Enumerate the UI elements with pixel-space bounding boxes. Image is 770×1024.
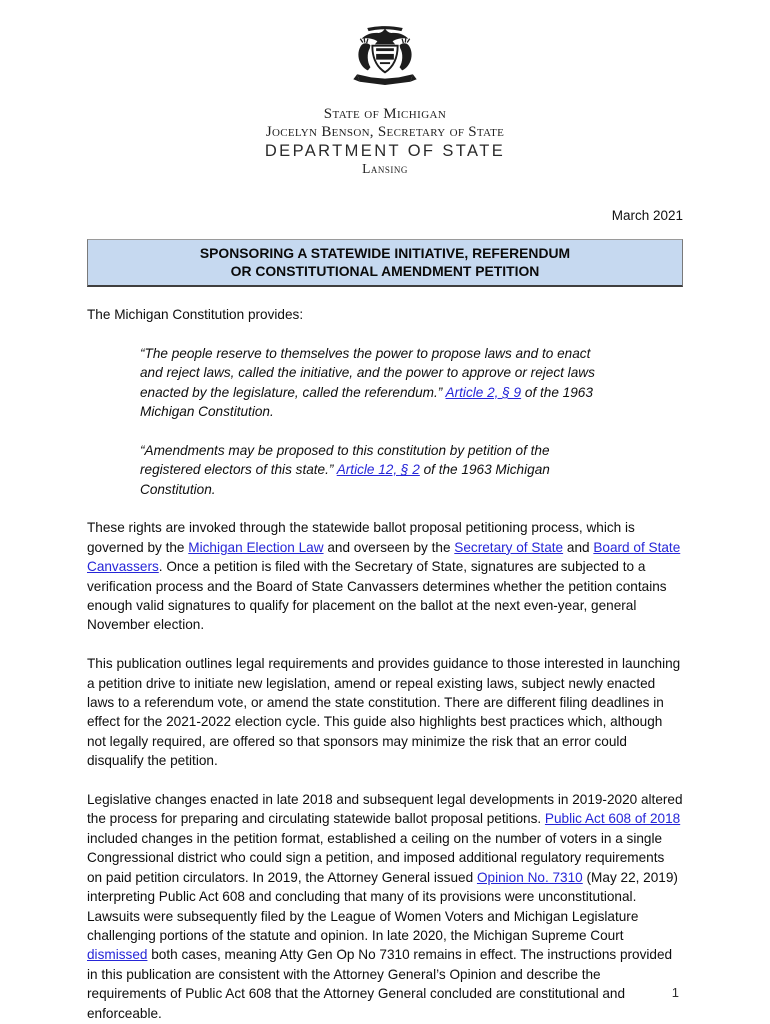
opinion-no-7310-link[interactable]: Opinion No. 7310 — [476, 869, 583, 885]
letterhead-state-line: State of Michigan — [323, 106, 447, 122]
letterhead-city-line: Lansing — [362, 161, 408, 176]
text-run: . Once a petition is filed with the Secretary of State, signatures are subjected to a verification process and the Board of State Canvassers determines whether the petition contains enough valid signatures to qualify for placement on the ballot at the next even-year, general November election. — [87, 559, 667, 633]
text-run: of the 1963 Michigan Constitution. — [140, 384, 593, 420]
text-run: This publication outlines legal requirements and provides guidance to those interested in launching a petition drive to initiate new legislation, amend or repeal existing laws, subject newly enacted laws to a referendum vote, or amend the state constitution. There are different filing deadlines in effect for the 2021-2022 election cycle. This guide also highlights best practices which, although not legally required, are offered so that sponsors may minimize the risk that an error could disqualify the petition. — [87, 656, 681, 769]
text-run: These rights are invoked through the statewide ballot proposal petitioning process, which is governed by the — [87, 520, 635, 555]
paragraph-rights-invoked — [87, 518, 683, 634]
paragraph-publication-outline — [87, 654, 683, 770]
letterhead — [87, 0, 683, 177]
constitution-quote-amendments — [140, 441, 606, 499]
intro-paragraph: The Michigan Constitution provides: — [87, 307, 304, 322]
title-banner-line-1: SPONSORING A STATEWIDE INITIATIVE, REFERENDUM — [199, 245, 571, 261]
letterhead-secretary-line: Jocelyn Benson, Secretary of State — [265, 124, 505, 140]
constitution-quote-initiative-referendum — [140, 344, 606, 422]
secretary-of-state-link[interactable]: Secretary of State — [454, 539, 564, 555]
title-banner-line-2: OR CONSTITUTIONAL AMENDMENT PETITION — [230, 263, 540, 279]
board-of-state-canvassers-link[interactable]: Board of State Canvassers — [87, 539, 681, 575]
text-run: Legislative changes enacted in late 2018 and subsequent legal developments in 2019-2020 altered the process for preparing and circulating statewide ballot proposal petitions. — [87, 792, 683, 827]
dismissed-link[interactable]: dismissed — [87, 947, 148, 963]
text-run: included changes in the petition format, established a ceiling on the number of voters in a single Congressional district who could sign a petition, and imposed additional regulatory requirements on paid petition circulators. In 2019, the Attorney General issued — [87, 830, 665, 885]
text-run: of the 1963 Michigan Constitution. — [140, 462, 550, 497]
public-act-608-of-2018-link[interactable]: Public Act 608 of 2018 — [544, 811, 681, 827]
publication-date: March 2021 — [611, 208, 683, 223]
text-run: (May 22, 2019) interpreting Public Act 608 and concluding that many of its provisions were unconstitutional. Lawsuits were subsequently filed by the League of Women Voters and Michigan Legislature challenging portions of the statute and opinion. In late 2020, the Michigan Supreme Court — [87, 869, 678, 943]
text-run: “The people reserve to themselves the power to propose laws and to enact and reject laws, called the initiative, and the power to approve or reject laws enacted by the legislature, called the referendum.” — [140, 345, 595, 400]
text-run: “Amendments may be proposed to this constitution by petition of the registered electors of this state.” — [140, 442, 550, 478]
paragraph-legislative-changes — [87, 790, 683, 1023]
text-run: both cases, meaning Atty Gen Op No 7310 remains in effect. The instructions provided in this publication are consistent with the Attorney General’s Opinion and describe the requirements of Public Act 608 that the Attorney General concluded are constitutional and enforceable. — [87, 947, 673, 1021]
title-banner — [87, 239, 683, 287]
page-number: 1 — [671, 985, 679, 1000]
michigan-election-law-link[interactable]: Michigan Election Law — [188, 539, 324, 555]
michigan-state-seal-icon — [347, 22, 423, 96]
article-2-section-9-link[interactable]: Article 2, § 9 — [445, 384, 522, 400]
text-run: and overseen by the — [323, 539, 455, 555]
text-run: and — [563, 539, 594, 555]
letterhead-department-line: DEPARTMENT OF STATE — [264, 142, 506, 160]
article-12-section-2-link[interactable]: Article 12, § 2 — [336, 462, 420, 478]
